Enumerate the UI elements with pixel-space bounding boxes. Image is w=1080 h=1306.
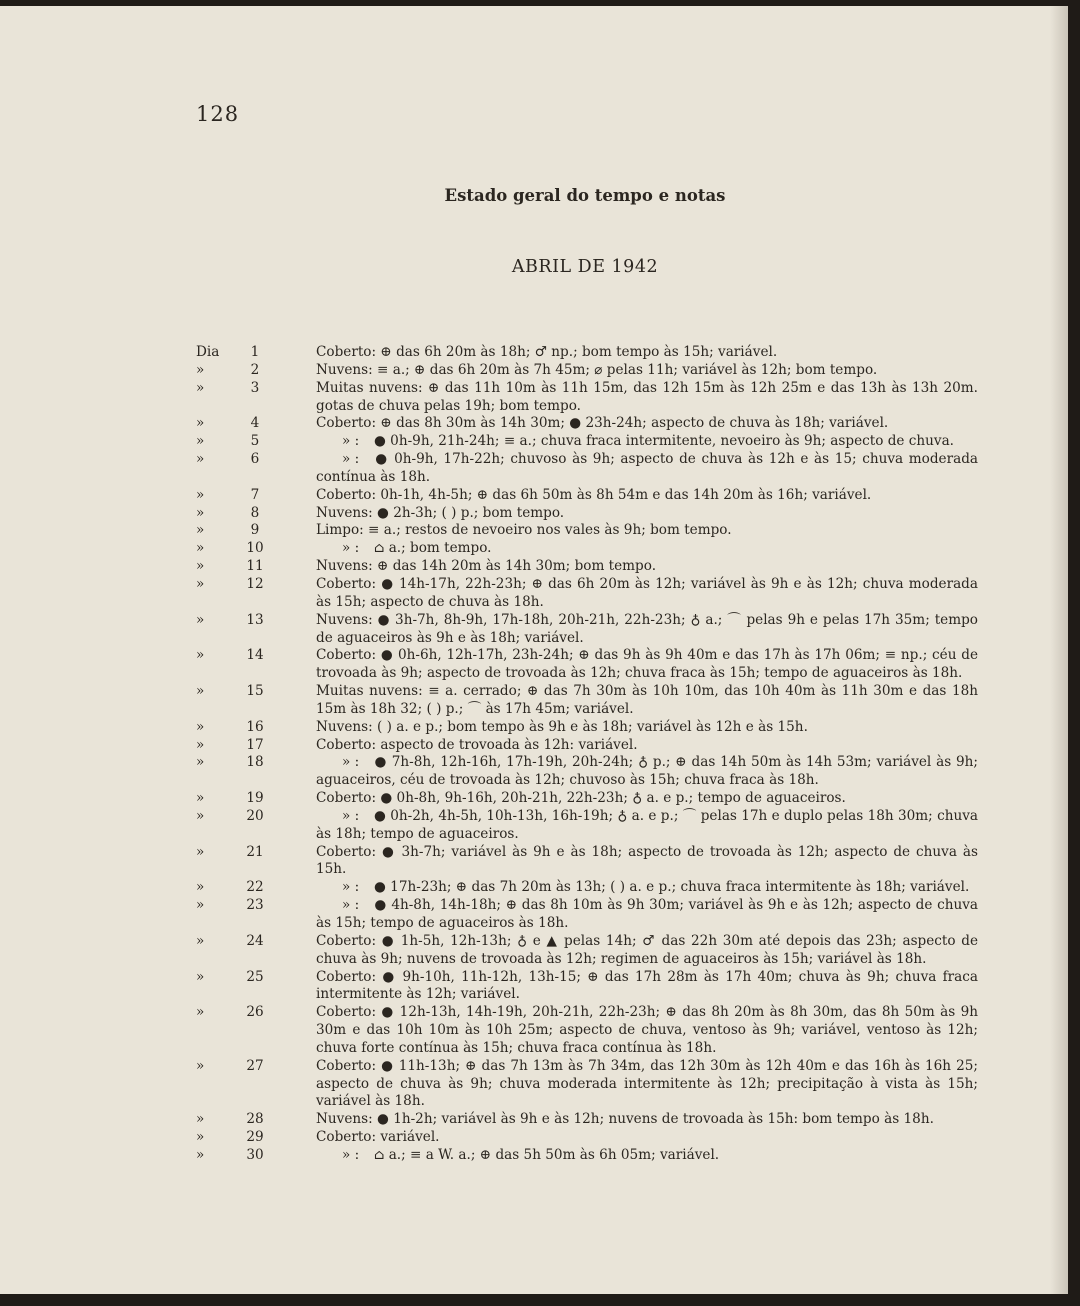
day-number: 14 <box>246 647 264 664</box>
ditto-mark: » <box>196 415 205 432</box>
day-notes-text: ● 0h-2h, 4h-5h, 10h-13h, 16h-19h; ♁ a. e p.; ⌒ pelas 17h e duplo pelas 18h 30m; chuva às 18h; tempo de aguaceiros. <box>316 807 978 842</box>
day-number: 19 <box>246 790 264 807</box>
page-subtitle: ABRIL DE 1942 <box>511 257 659 277</box>
day-number: 2 <box>250 361 260 378</box>
day-number: 11 <box>246 558 264 575</box>
day-entry <box>196 754 978 790</box>
day-number: 4 <box>250 415 260 432</box>
ditto-mark: » <box>196 540 205 557</box>
spacer <box>270 433 316 451</box>
day-notes-text: ● 0h-9h, 17h-22h; chuvoso às 9h; aspecto de chuva às 12h e às 15; chuva moderada contínua às 18h. <box>316 451 978 485</box>
day-entry <box>196 1129 978 1147</box>
spacer <box>270 1058 316 1112</box>
day-notes <box>316 790 978 808</box>
day-entry <box>196 576 978 612</box>
spacer <box>270 808 316 844</box>
ditto-mark: » <box>196 522 205 539</box>
day-notes-text: Coberto: aspecto de trovoada às 12h: variável. <box>316 736 638 753</box>
ditto-mark: » <box>196 897 205 914</box>
day-notes <box>316 362 978 380</box>
day-notes-text: Nuvens: ≡ a.; ⊕ das 6h 20m às 7h 45m; ⌀ pelas 11h; variável às 12h; bom tempo. <box>316 361 878 378</box>
day-entry <box>196 451 978 487</box>
day-number: 27 <box>246 1057 264 1074</box>
day-notes <box>316 897 978 933</box>
ditto-mark: » <box>196 879 205 896</box>
ditto-mark: » <box>196 1129 205 1146</box>
day-notes-text: Coberto: ● 1h-5h, 12h-13h; ♁ e ▲ pelas 14h; ♂ das 22h 30m até depois das 23h; aspecto de chuva às 9h; nuvens de trovoada às 12h; regimen de aguaceiros às 15h; variável às 18h. <box>316 932 978 967</box>
spacer <box>270 754 316 790</box>
ditto-mark: » <box>196 433 205 450</box>
day-notes <box>316 754 978 790</box>
ditto-prefix: » : <box>342 754 360 771</box>
day-number: 3 <box>250 379 260 396</box>
day-entry <box>196 415 978 433</box>
day-entry <box>196 505 978 523</box>
spacer <box>270 558 316 576</box>
spacer <box>270 719 316 737</box>
day-notes-text: Coberto: variável. <box>316 1129 440 1146</box>
ditto-prefix: » : <box>342 897 360 914</box>
day-number: 9 <box>250 522 260 539</box>
ditto-mark: » <box>196 611 205 628</box>
day-entry <box>196 647 978 683</box>
spacer <box>270 1004 316 1058</box>
page-title: Estado geral do tempo e notas <box>444 186 726 205</box>
day-notes-text: Nuvens: ⊕ das 14h 20m às 14h 30m; bom tempo. <box>316 558 657 575</box>
day-number: 12 <box>246 575 264 592</box>
ditto-mark: » <box>196 968 205 985</box>
day-notes <box>316 808 978 844</box>
day-notes <box>316 1147 978 1165</box>
day-entry <box>196 879 978 897</box>
day-notes-text: Nuvens: ● 3h-7h, 8h-9h, 17h-18h, 20h-21h, 22h-23h; ♁ a.; ⌒ pelas 9h e pelas 17h 35m; tempo de aguaceiros às 9h e às 18h; variável. <box>316 611 978 646</box>
spacer <box>270 647 316 683</box>
day-number: 10 <box>246 540 264 557</box>
ditto-mark: » <box>196 843 205 860</box>
ditto-mark: » <box>196 451 205 468</box>
day-entry <box>196 969 978 1005</box>
spacer <box>270 487 316 505</box>
ditto-mark: » <box>196 754 205 771</box>
day-notes <box>316 1004 978 1058</box>
ditto-mark: » <box>196 379 205 396</box>
day-label: Dia <box>196 344 220 360</box>
ditto-mark: » <box>196 504 205 521</box>
day-number: 5 <box>250 433 260 450</box>
spacer <box>270 505 316 523</box>
day-notes <box>316 844 978 880</box>
day-notes-text: Coberto: ● 12h-13h, 14h-19h, 20h-21h, 22h-23h; ⊕ das 8h 20m às 8h 30m, das 8h 50m às 9h 30m e das 10h 10m às 10h 25m; aspecto de chuva, ventoso às 9h; variável, ventoso às 12h; chuva forte contínua às 15h; chuva fraca contínua às 18h. <box>316 1004 978 1056</box>
day-notes <box>316 719 978 737</box>
day-notes <box>316 1058 978 1112</box>
spacer <box>270 790 316 808</box>
spacer <box>270 522 316 540</box>
day-notes-text: Limpo: ≡ a.; restos de nevoeiro nos vales às 9h; bom tempo. <box>316 522 732 539</box>
day-entry <box>196 808 978 844</box>
day-notes <box>316 1129 978 1147</box>
day-notes <box>316 879 978 897</box>
day-number: 6 <box>250 451 260 468</box>
day-number: 18 <box>246 754 264 771</box>
day-entry <box>196 433 978 451</box>
day-entry <box>196 558 978 576</box>
ditto-prefix: » : <box>342 540 360 557</box>
day-entry <box>196 1058 978 1112</box>
spacer <box>270 737 316 755</box>
day-number: 20 <box>246 807 264 824</box>
day-notes <box>316 522 978 540</box>
day-number: 1 <box>250 344 260 360</box>
day-entry <box>196 897 978 933</box>
day-notes-text: Nuvens: ( ) a. e p.; bom tempo às 9h e às 18h; variável às 12h e às 15h. <box>316 718 808 735</box>
ditto-mark: » <box>196 736 205 753</box>
day-number: 15 <box>246 683 264 700</box>
ditto-prefix: » : <box>342 433 360 450</box>
day-notes-text: Coberto: ⊕ das 8h 30m às 14h 30m; ● 23h-24h; aspecto de chuva às 18h; variável. <box>316 415 889 432</box>
spacer <box>270 897 316 933</box>
ditto-mark: » <box>196 1004 205 1021</box>
day-notes-text: Coberto: ● 0h-6h, 12h-17h, 23h-24h; ⊕ das 9h às 9h 40m e das 17h às 17h 06m; ≡ np.; céu de trovoada às 9h; aspecto de trovoada às 12h; chuva fraca às 15h; tempo de aguaceiros às 18h. <box>316 647 978 682</box>
ditto-mark: » <box>196 683 205 700</box>
day-notes <box>316 380 978 416</box>
weather-notes-list <box>196 344 978 1165</box>
day-notes <box>316 737 978 755</box>
day-notes-text: ● 4h-8h, 14h-18h; ⊕ das 8h 10m às 9h 30m; variável às 9h e às 12h; aspecto de chuva às 15h; tempo de aguaceiros às 18h. <box>316 897 978 931</box>
page-number: 128 <box>196 102 240 126</box>
day-notes-text: Nuvens: ● 2h-3h; ( ) p.; bom tempo. <box>316 504 565 521</box>
spacer <box>270 1129 316 1147</box>
day-entry <box>196 737 978 755</box>
day-notes <box>316 683 978 719</box>
day-number: 30 <box>246 1146 264 1163</box>
spacer <box>270 576 316 612</box>
day-notes <box>316 933 978 969</box>
day-notes <box>316 1111 978 1129</box>
ditto-mark: » <box>196 1146 205 1163</box>
day-notes-text: ⌂ a.; bom tempo. <box>374 540 492 557</box>
day-notes <box>316 415 978 433</box>
day-entry <box>196 719 978 737</box>
day-notes <box>316 969 978 1005</box>
ditto-prefix: » : <box>342 807 360 824</box>
document-page <box>0 6 1068 1294</box>
day-notes <box>316 505 978 523</box>
day-number: 28 <box>246 1111 264 1128</box>
ditto-mark: » <box>196 807 205 824</box>
day-notes <box>316 612 978 648</box>
day-entry <box>196 1111 978 1129</box>
ditto-mark: » <box>196 932 205 949</box>
spacer <box>270 451 316 487</box>
day-entry <box>196 344 978 362</box>
day-entry <box>196 790 978 808</box>
ditto-mark: » <box>196 486 205 503</box>
ditto-mark: » <box>196 361 205 378</box>
day-notes <box>316 558 978 576</box>
day-notes-text: Coberto: ● 3h-7h; variável às 9h e às 18h; aspecto de trovoada às 12h; aspecto de chuva às 15h. <box>316 843 978 878</box>
day-number: 13 <box>246 611 264 628</box>
day-entry <box>196 540 978 558</box>
day-notes-text: Coberto: 0h-1h, 4h-5h; ⊕ das 6h 50m às 8h 54m e das 14h 20m às 16h; variável. <box>316 486 872 503</box>
spacer <box>270 415 316 433</box>
day-entry <box>196 612 978 648</box>
ditto-mark: » <box>196 647 205 664</box>
day-number: 16 <box>246 718 264 735</box>
day-number: 22 <box>246 879 264 896</box>
spacer <box>270 1111 316 1129</box>
spacer <box>270 1147 316 1165</box>
day-number: 21 <box>246 843 264 860</box>
day-number: 8 <box>250 504 260 521</box>
day-entry <box>196 362 978 380</box>
day-notes <box>316 540 978 558</box>
spacer <box>270 344 316 362</box>
day-notes <box>316 576 978 612</box>
day-number: 26 <box>246 1004 264 1021</box>
spacer <box>270 362 316 380</box>
day-notes-text: Coberto: ● 9h-10h, 11h-12h, 13h-15; ⊕ das 17h 28m às 17h 40m; chuva às 9h; chuva fraca intermitente às 12h; variável. <box>316 968 978 1003</box>
day-notes-text: Muitas nuvens: ⊕ das 11h 10m às 11h 15m, das 12h 15m às 12h 25m e das 13h às 13h 20m. gotas de chuva pelas 19h; bom tempo. <box>316 379 978 414</box>
day-notes-text: ● 7h-8h, 12h-16h, 17h-19h, 20h-24h; ♁ p.; ⊕ das 14h 50m às 14h 53m; variável às 9h; aguaceiros, céu de trovoada às 12h; chuvoso às 15h; chuva fraca às 18h. <box>316 754 978 789</box>
day-entry <box>196 1147 978 1165</box>
day-notes-text: ● 17h-23h; ⊕ das 7h 20m às 13h; ( ) a. e p.; chuva fraca intermitente às 18h; variável. <box>374 879 970 896</box>
day-entry <box>196 380 978 416</box>
spacer <box>270 612 316 648</box>
ditto-mark: » <box>196 1057 205 1074</box>
day-entry <box>196 487 978 505</box>
day-notes <box>316 451 978 487</box>
day-notes-text: Muitas nuvens: ≡ a. cerrado; ⊕ das 7h 30m às 10h 10m, das 10h 40m às 11h 30m e das 18h 15m às 18h 32; ( ) p.; ⌒ às 17h 45m; variável. <box>316 683 978 717</box>
day-notes <box>316 647 978 683</box>
day-number: 7 <box>250 486 260 503</box>
day-entry <box>196 1004 978 1058</box>
day-number: 25 <box>246 968 264 985</box>
day-number: 17 <box>246 736 264 753</box>
spacer <box>270 540 316 558</box>
day-notes-text: Coberto: ⊕ das 6h 20m às 18h; ♂ np.; bom tempo às 15h; variável. <box>316 344 778 360</box>
day-entry <box>196 933 978 969</box>
spacer <box>270 969 316 1005</box>
day-notes-text: Coberto: ● 14h-17h, 22h-23h; ⊕ das 6h 20m às 12h; variável às 9h e às 12h; chuva moderada às 15h; aspecto de chuva às 18h. <box>316 575 978 610</box>
spacer <box>270 380 316 416</box>
spacer <box>270 683 316 719</box>
day-notes-text: Coberto: ● 11h-13h; ⊕ das 7h 13m às 7h 34m, das 12h 30m às 12h 40m e das 16h às 16h 25; aspecto de chuva às 9h; chuva moderada intermitente às 12h; precipitação à vista às 15h; variável às 18h. <box>316 1057 978 1110</box>
day-notes-text: Coberto: ● 0h-8h, 9h-16h, 20h-21h, 22h-23h; ♁ a. e p.; tempo de aguaceiros. <box>316 790 846 807</box>
spacer <box>270 844 316 880</box>
ditto-mark: » <box>196 558 205 575</box>
ditto-mark: » <box>196 575 205 592</box>
day-notes-text: ● 0h-9h, 21h-24h; ≡ a.; chuva fraca intermitente, nevoeiro às 9h; aspecto de chuva. <box>374 433 954 450</box>
day-entry <box>196 522 978 540</box>
day-notes-text: Nuvens: ● 1h-2h; variável às 9h e às 12h; nuvens de trovoada às 15h: bom tempo às 18h. <box>316 1111 934 1128</box>
day-notes-text: ⌂ a.; ≡ a W. a.; ⊕ das 5h 50m às 6h 05m; variável. <box>374 1146 720 1163</box>
day-entry <box>196 844 978 880</box>
ditto-mark: » <box>196 1111 205 1128</box>
spacer <box>270 879 316 897</box>
ditto-mark: » <box>196 790 205 807</box>
spacer <box>270 933 316 969</box>
ditto-prefix: » : <box>342 451 360 468</box>
day-entry <box>196 683 978 719</box>
ditto-mark: » <box>196 718 205 735</box>
day-number: 24 <box>246 932 264 949</box>
ditto-prefix: » : <box>342 1146 360 1163</box>
day-notes <box>316 344 978 362</box>
day-number: 29 <box>246 1129 264 1146</box>
day-notes <box>316 487 978 505</box>
day-notes <box>316 433 978 451</box>
ditto-prefix: » : <box>342 879 360 896</box>
day-number: 23 <box>246 897 264 914</box>
